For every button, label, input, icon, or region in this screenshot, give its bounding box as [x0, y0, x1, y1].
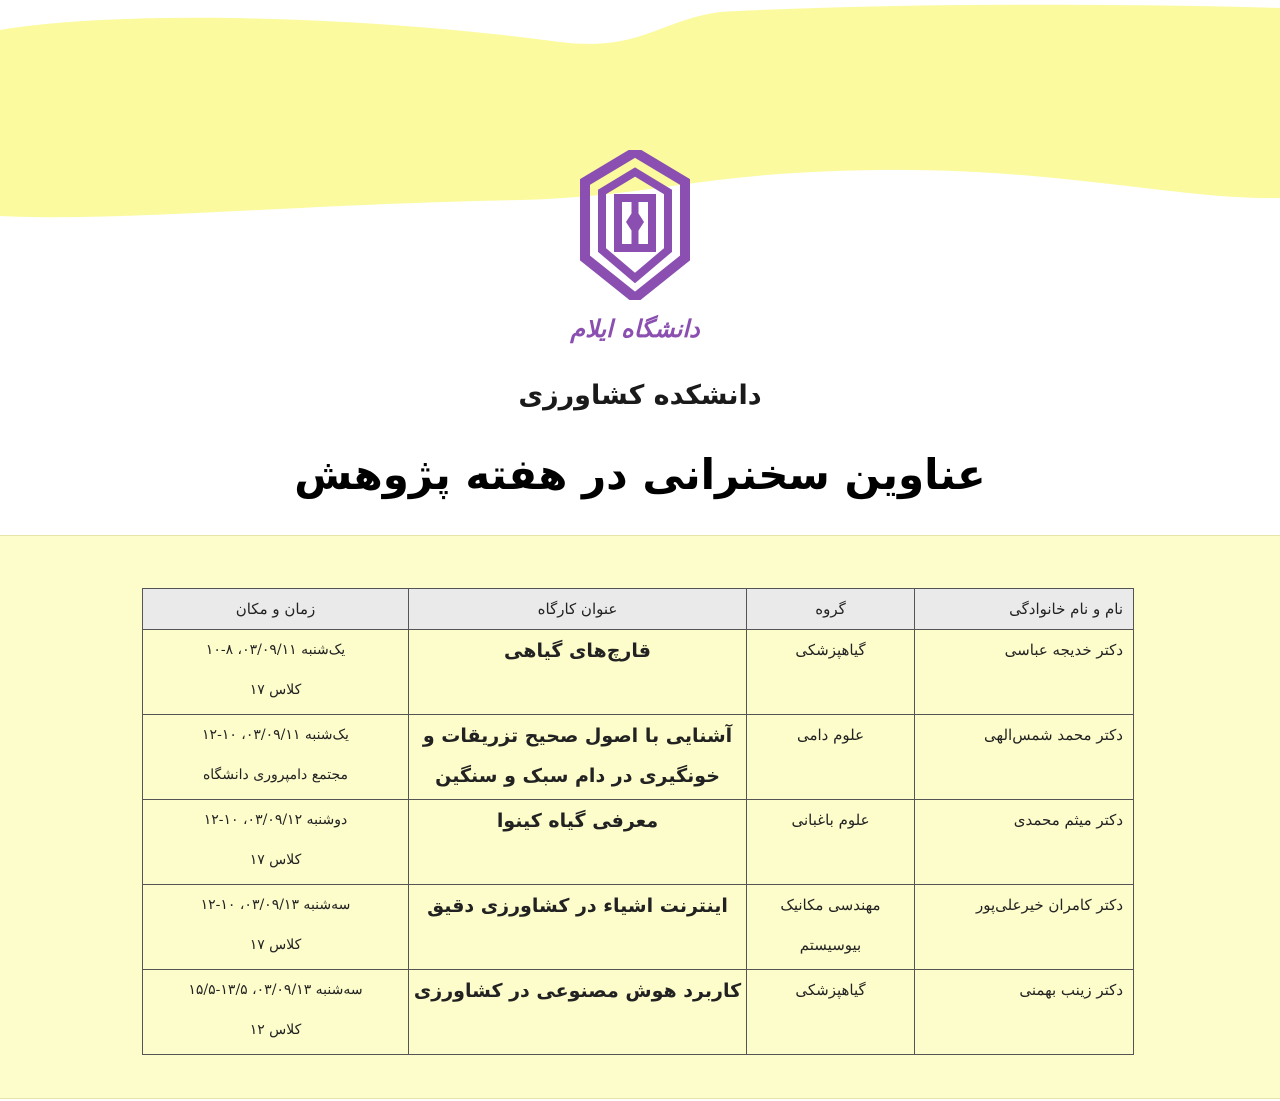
table-row [143, 630, 1134, 715]
cell-name [915, 885, 1134, 970]
university-logo [560, 150, 710, 380]
workshop-title: اینترنت اشیاء در کشاورزی دقیق [427, 895, 728, 917]
cell-group [747, 970, 915, 1055]
cell-name [915, 970, 1134, 1055]
speaker-name: دکتر زینب بهمنی [1019, 981, 1123, 999]
department: گیاهپزشکی [795, 981, 866, 999]
date-time: یک‌شنبه ۰۳/۰۹/۱۱، ۸-۱۰ [205, 642, 346, 658]
cell-group [747, 630, 915, 715]
schedule-area [0, 535, 1280, 1099]
cell-time [143, 630, 409, 715]
location: کلاس ۱۷ [249, 852, 302, 868]
cell-title [409, 715, 747, 800]
cell-title [409, 885, 747, 970]
workshop-title: معرفی گیاه کینوا [496, 810, 659, 832]
speaker-name: دکتر خدیجه عباسی [1004, 641, 1123, 659]
date-time: دوشنبه ۰۳/۰۹/۱۲، ۱۰-۱۲ [203, 812, 348, 828]
cell-time [143, 715, 409, 800]
header-group: گروه [747, 589, 915, 630]
cell-group [747, 715, 915, 800]
speaker-name: دکتر محمد شمس‌الهی [984, 726, 1123, 744]
lecture-schedule-table [142, 588, 1134, 1055]
cell-time [143, 885, 409, 970]
speaker-name: دکتر میثم محمدی [1013, 811, 1123, 829]
cell-time [143, 800, 409, 885]
department: مهندسی مکانیک [780, 896, 881, 914]
faculty-name: دانشکده کشاورزی [518, 380, 762, 411]
workshop-title: کاربرد هوش مصنوعی در کشاورزی [413, 980, 742, 1002]
workshop-title: آشنایی با اصول صحیح تزریقات و [422, 725, 733, 747]
location: کلاس ۱۷ [249, 937, 302, 953]
header-title: عنوان کارگاه [409, 589, 747, 630]
cell-name [915, 800, 1134, 885]
header-name: نام و نام خانوادگی [915, 589, 1134, 630]
table-header-row [143, 589, 1134, 630]
workshop-title: قارچ‌های گیاهی [504, 640, 651, 662]
cell-title [409, 800, 747, 885]
cell-title [409, 630, 747, 715]
university-emblem-icon [560, 150, 710, 300]
date-time: یک‌شنبه ۰۳/۰۹/۱۱، ۱۰-۱۲ [202, 727, 349, 743]
table-row [143, 970, 1134, 1055]
location: کلاس ۱۷ [249, 682, 302, 698]
workshop-title-continued: خونگیری در دام سبک و سنگین [435, 765, 720, 787]
location: مجتمع دامپروری دانشگاه [202, 767, 349, 783]
table-row [143, 715, 1134, 800]
page-title: عناوین سخنرانی در هفته پژوهش [294, 450, 986, 499]
department: علوم دامی [796, 726, 865, 744]
cell-group [747, 885, 915, 970]
location: کلاس ۱۲ [249, 1022, 302, 1038]
cell-group [747, 800, 915, 885]
department-continued: بیوسیستم [799, 936, 862, 954]
university-logo-text: دانشگاه ایلام [570, 314, 700, 343]
date-time: سه‌شنبه ۰۳/۰۹/۱۳، ۱۰-۱۲ [200, 897, 351, 913]
cell-name [915, 715, 1134, 800]
cell-title [409, 970, 747, 1055]
table-row [143, 800, 1134, 885]
header-time: زمان و مکان [143, 589, 409, 630]
department: علوم باغبانی [791, 811, 870, 829]
date-time: سه‌شنبه ۰۳/۰۹/۱۳، ۱۳/۵-۱۵/۵ [188, 982, 363, 998]
cell-time [143, 970, 409, 1055]
speaker-name: دکتر کامران خیرعلی‌پور [975, 896, 1123, 914]
department: گیاهپزشکی [795, 641, 866, 659]
table-row [143, 885, 1134, 970]
cell-name [915, 630, 1134, 715]
